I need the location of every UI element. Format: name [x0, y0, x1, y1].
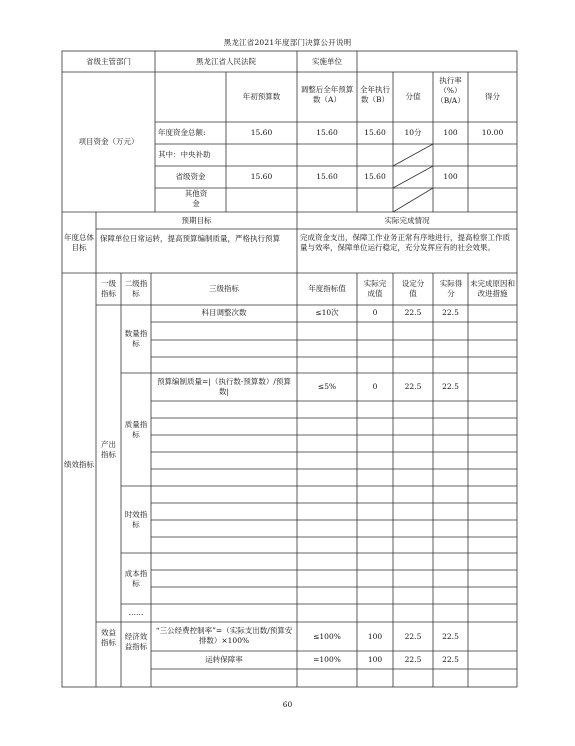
- row-budget-quality-actual: 0: [372, 382, 378, 391]
- col-reason: 未完成原因和改进措施: [470, 279, 515, 298]
- row-total-points: 10.00: [481, 128, 504, 137]
- row-other-label: 其他资金: [184, 189, 208, 208]
- row-budget-quality-target: ≤5%: [317, 382, 337, 391]
- benefit-indicator-label: 效益指标: [101, 628, 116, 647]
- col-level2: 二级指标: [124, 279, 148, 298]
- row-operation-guarantee-target: =100%: [313, 655, 341, 664]
- row-three-public-name: “三公经费控制率”=（实际支出数/预算安排数）×100%: [155, 626, 293, 645]
- row-three-public-target: ≤100%: [313, 632, 341, 641]
- row-subject-adjust-points: 22.5: [442, 308, 459, 317]
- row-budget-quality-points: 22.5: [442, 382, 459, 391]
- row-operation-guarantee-name: 运转保障率: [205, 655, 243, 664]
- col-points: 得分: [485, 92, 500, 101]
- output-indicator-label: 产出指标: [101, 440, 116, 459]
- row-provincial-executed: 15.60: [364, 172, 386, 181]
- quantity-indicator-label: 数量指标: [124, 329, 148, 348]
- col-level3: 三级指标: [209, 284, 239, 293]
- timeliness-indicator-label: 时效指标: [124, 510, 148, 529]
- goals-actual-text: 完成资金支出，保障工作业务正常有序地进行，提高检察工作质量与效率，保障单位运行稳定，充分发挥应有的社会效果。: [300, 233, 510, 252]
- row-subject-adjust-actual: 0: [372, 308, 378, 317]
- row-subject-adjust-name: 科目调整次数: [201, 308, 247, 317]
- funds-label: 项目资金（万元）: [78, 137, 139, 146]
- row-provincial-initial: 15.60: [250, 172, 273, 181]
- col-actual: 实际完成值: [363, 279, 387, 298]
- economic-benefit-label: 经济效益指标: [124, 632, 148, 651]
- row-subject-adjust-target: ≤10次: [315, 308, 339, 317]
- row-total-rate: 100: [443, 128, 458, 137]
- page-number: 60: [282, 700, 293, 709]
- col-target: 年度指标值: [308, 284, 346, 293]
- row-provincial-label: 省级资金: [175, 172, 206, 181]
- page-title: 黑龙江省2021年度部门决算公开说明: [223, 38, 352, 47]
- row-total-initial: 15.60: [250, 128, 273, 137]
- col-level1: 一级指标: [101, 279, 116, 298]
- cost-indicator-label: 成本指标: [124, 569, 148, 588]
- row-operation-guarantee-points: 22.5: [442, 655, 459, 664]
- row-operation-guarantee-actual: 100: [367, 655, 383, 664]
- goals-expected-header: 预期目标: [181, 216, 212, 225]
- goals-expected-text: 保障单位日常运转，提高预算编制质量，严格执行预算: [100, 234, 280, 243]
- dept-label: 省级主管部门: [86, 57, 131, 66]
- row-total-adjusted: 15.60: [316, 128, 338, 137]
- unit-label: 实施单位: [312, 57, 342, 66]
- row-total-label: 年度资金总额:: [158, 128, 206, 137]
- dept-value: 黑龙江省人民法院: [196, 57, 256, 66]
- row-provincial-adjusted: 15.60: [316, 172, 338, 181]
- row-subject-adjust-score: 22.5: [404, 308, 422, 317]
- col-executed: 全年执行数（B）: [360, 85, 390, 104]
- goals-label: 年度总体目标: [64, 233, 94, 252]
- row-budget-quality-score: 22.5: [404, 382, 422, 391]
- row-operation-guarantee-score: 22.5: [404, 655, 422, 664]
- row-three-public-score: 22.5: [404, 632, 422, 641]
- col-set-score: 设定分值: [401, 279, 425, 298]
- row-total-score: 10分: [404, 128, 422, 137]
- performance-label: 绩效指标: [64, 460, 94, 469]
- row-three-public-actual: 100: [367, 632, 383, 641]
- more-indicators: ……: [128, 608, 144, 617]
- col-actual-points: 实际得分: [439, 279, 463, 298]
- goals-actual-header: 实际完成情况: [384, 216, 430, 225]
- row-three-public-points: 22.5: [442, 632, 459, 641]
- col-score: 分值: [405, 92, 421, 101]
- col-execution-rate: 执行率（%）（B/A）: [436, 76, 465, 105]
- row-budget-quality-name: 预算编制质量=|（执行数-预算数）/预算数|: [157, 377, 291, 396]
- row-central-label: 其中：中央补助: [158, 150, 211, 159]
- col-initial-budget: 年初预算数: [242, 92, 281, 101]
- row-total-executed: 15.60: [364, 128, 386, 137]
- quality-indicator-label: 质量指标: [124, 420, 148, 439]
- col-adjusted-budget: 调整后全年预算数（A）: [300, 85, 354, 104]
- row-provincial-rate: 100: [443, 172, 458, 181]
